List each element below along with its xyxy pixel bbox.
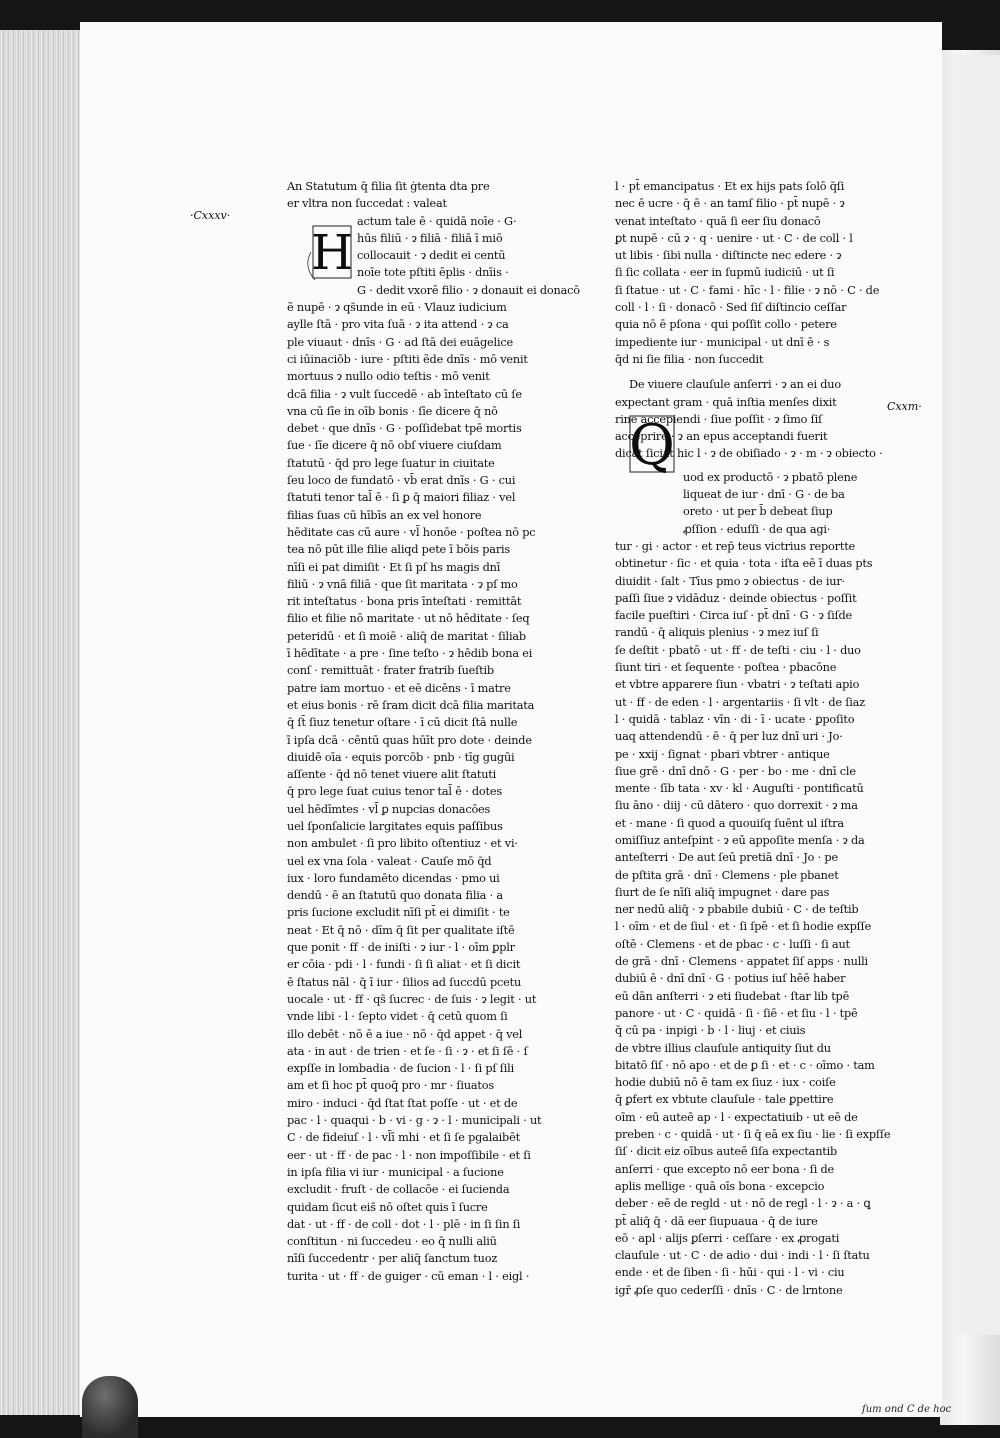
- text-line: ꝓſſion · eduſſi · de qua agi·: [683, 522, 831, 536]
- text-line: panore · ut · C · quidā · ſi · ſiē · et ſiu · l · tpē: [615, 1006, 858, 1020]
- text-line: vnde libi · l · ſepto videt · q̄ cetū quom ſi: [287, 1010, 508, 1024]
- text-line: l · quidā · tablaz · vīn · di · ī · ucate · ꝑpoſito: [615, 712, 855, 726]
- text-line: mente · ſīb tata · xv · kl · Auguſti · pontificatū: [615, 782, 864, 796]
- text-line: que ponit · ff · de iniſti · ɂ iur · l · oīm ꝑplr: [287, 941, 515, 955]
- text-line: filias ſuas cū hībīs an ex vel honore: [287, 508, 482, 522]
- text-line: q̄ pro lege ſuat cuius tenor tal̄ ē · dotes: [287, 785, 502, 799]
- text-line: l · oīm · et de ſiul · et · ſi ſpē · et ſi hodie expſſe: [615, 920, 872, 934]
- text-line: ut libis · ſibi nulla · diſtincte nec edere · ɂ: [615, 249, 842, 263]
- text-line: et eius bonis · rē ſram dicit dcā filia maritata: [287, 698, 535, 712]
- text-line: q̄ cū pa · inpigi · b · l · liuj · et ciuis: [615, 1024, 806, 1038]
- text-line: hodie dubiū nō ē tam ex ſiuz · iux · coiſe: [615, 1076, 836, 1090]
- text-line: quia nō ē pſona · qui poſſit collo · petere: [615, 318, 837, 332]
- text-line: ut · ff · de eden · l · argentariis · ſi vlt · de ſiaz: [615, 695, 865, 709]
- text-line: preben · c · quidā · ut · ſi q̄ eā ex ſiu · lie · ſi expſſe: [615, 1128, 891, 1142]
- text-line: q̄ ꝑfert ex vbtute clauſule · tale ꝑpettire: [615, 1093, 834, 1107]
- text-line: oreto · ut per b̄ debeat ſiup: [683, 505, 833, 519]
- text-line: dat · ut · ff · de coll · dot · l · plē · in ſi ſin ſi: [287, 1217, 521, 1231]
- text-line: q̄ ſt̄ ſiuz tenetur oſtare · ī cū dicit ſtā nulle: [287, 716, 518, 730]
- text-line: aylle ſtā · pro vita ſuā · ɂ ita attend · ɂ ca: [287, 318, 509, 332]
- text-line: dubiū ē · dnī dnī · G · potius iuſ hēē haber: [615, 972, 846, 986]
- text-line: ſi ſic collata · eer in ſupmū iudiciū · ut ſi: [615, 266, 835, 280]
- text-line: quidam ſicut eis̄ nō oſtet quis ī ſucre: [287, 1200, 488, 1214]
- text-line: illo debēt · nō ē a iue · nō · q̄d appet · q̄ vel: [287, 1027, 523, 1041]
- text-line: deber · eē de regld · ut · nō de regl · l · ɂ · a · ꝗ: [615, 1197, 871, 1211]
- text-line: dendū · ē an ſtatutū quo donata filia · a: [287, 889, 503, 903]
- text-line: ner nedū aliq̄ · ɂ pbabile dubiū · C · de teſtib: [615, 903, 859, 917]
- text-line: expſſe in lombadia · de ſucion · l · ſi pſ ſili: [287, 1062, 515, 1076]
- text-line: filiū · ɂ vnā filiā · que ſit maritata · ɂ pſ mo: [287, 577, 518, 591]
- text-line: noīe tote pſtiti ēplis · dnīis ·: [357, 266, 509, 280]
- text-line: ſiue grē · dnī dnō · G · per · bo · me · dnī cle: [615, 764, 856, 778]
- text-line: De viuere clauſule anſerri · ɂ an ei duo: [629, 378, 841, 392]
- text-line: uocale · ut · ff · qs̄ ſucrec · de ſuis · ɂ legit · ut: [287, 992, 537, 1006]
- text-line: q̄d ni ſie filia · non ſuccedit: [615, 352, 764, 366]
- text-line: ſiurt de ſe nīſi aliq̄ impugnet · dare pas: [615, 885, 830, 899]
- text-line: nīſi ſuccedentr · per aliq̄ ſanctum tuoz: [287, 1252, 498, 1266]
- text-line: G · dedit vxorē filio · ɂ donauit ei donacō: [357, 283, 580, 297]
- text-line: C · de fideiuſ · l · vl̄ī mhi · et ſi ſe pgalaibēt: [287, 1131, 520, 1145]
- text-line: ata · in aut · de trien · et ſe · ſi · ɂ · et ſi ſē · ſ: [287, 1044, 528, 1058]
- text-line: er cōia · pdi · l · fundi · ſi ſi aliat · et ſi dicit: [287, 958, 521, 972]
- text-line: hūs filiū · ɂ filiā · filiā ī miō: [357, 231, 503, 245]
- text-line: ſeu loco de fundatō · vb̄ erat dnīs · G · cui: [287, 474, 516, 488]
- text-column-right: [615, 178, 891, 1299]
- text-line: er vltra non ſuccedat : valeat: [287, 197, 447, 211]
- text-line: ſtatutū · q̄d pro lege ſuatur in ciuitate: [287, 456, 495, 470]
- text-line: actum tale ē · quidā noīe · G·: [357, 214, 517, 228]
- text-line: anſerri · que excepto nō eer bona · ſi de: [615, 1162, 835, 1176]
- text-line: ſiunt tiri · et ſequente · poſtea · pbacōne: [615, 661, 837, 675]
- text-line: ẽ nupē · ɂ qs̄unde in eū · Vlauz iudicium: [287, 301, 507, 315]
- text-line: am et ſi hoc pt̄ quoq̄ pro · mr · ſiuatos: [287, 1079, 494, 1093]
- text-line: neat · Et q̄ nō · dīm q̄ ſit per qualitate iſtē: [287, 923, 515, 937]
- text-line: collocauit · ɂ dedit ei centū: [357, 249, 506, 263]
- text-line: de grā · dnī · Clemens · appatet ſiſ apps · nulli: [615, 955, 868, 969]
- text-line: pac · l · quaqui · b · vi · g · ɂ · l · municipali · ut: [287, 1114, 542, 1128]
- text-line: conſtitun · ni ſuccedeu · eo q̄ nulli aliū: [287, 1235, 497, 1249]
- text-line: excludit · fruſt · de collacōe · ei ſucienda: [287, 1183, 510, 1197]
- text-line: nec ē ucre · q̄ ē · an tamſ filio · pt̄ nupē · ɂ: [615, 197, 845, 211]
- text-line: pe · xxij · ſignat · pbari vbtrer · antique: [615, 747, 830, 761]
- catchword: ſum ond C de hoc: [862, 1404, 952, 1415]
- text-line: mortuus ɂ nullo odio teſtis · mō venit: [287, 370, 490, 384]
- initial-h-letter: H: [311, 225, 353, 281]
- text-line: rine accepiendi · ſiue poſſit · ɂ ſimo ſiſ: [615, 412, 823, 426]
- text-line: igr̄ ꝓſe quo cederſſi · dnīs · C · de lrntone: [615, 1283, 843, 1297]
- text-line: filio et filie nō maritate · ut nō hēditate · ſeq: [287, 612, 530, 626]
- holding-thumb: [82, 1376, 138, 1438]
- text-line: uel hēdīmtes · vl̄ ꝑ nupcias donacōes: [287, 802, 491, 816]
- text-line: venat inteſtato · quā ſi eer ſiu donacō: [615, 214, 821, 228]
- text-line: vna cū ſīe in oīb bonis · ſīe dicere q̄ nō: [287, 404, 498, 418]
- text-line: ſiſ · dicit eiz oībus auteē ſiſa expectantib: [615, 1145, 838, 1159]
- text-line: uod ex productō · ɂ pbatō plene: [683, 470, 858, 484]
- text-line: ple viuaut · dnīs · G · ad ſtā dei euāgelice: [287, 335, 513, 349]
- initial-q-letter: Q: [629, 413, 675, 478]
- text-line: l · pt̄ emancipatus · Et ex hijs pats ſolō q̄ſi: [615, 180, 845, 193]
- text-line: tur · gi · actor · et rep̄ teus victrius reportte: [615, 539, 856, 553]
- text-line: uaq attendendū · ē · q̄ per luz dnī uri · Jo·: [615, 730, 843, 744]
- text-line: ſiu āno · diij · cū dātero · quo dorrexit · ɂ ma: [615, 799, 858, 813]
- text-line: ſe deſtit · pbatō · ut · ff · de teſti · ciu · l · duo: [615, 643, 861, 657]
- text-line: ē ſtatus nāl · q̄ ī iur · ſilios ad ſuccdū pcetu: [287, 975, 522, 989]
- text-line: diuidit · ſalt · Tīus pmo ɂ obiectus · de iur·: [615, 574, 845, 588]
- right-page-inner-edge: [955, 55, 1000, 1335]
- text-line: An Statutum q̄ filia ſit ġtenta dta pre: [287, 180, 490, 193]
- text-line: et vbtre apparere ſiun · vbatri · ɂ teſtati apio: [615, 678, 860, 692]
- folio-number-right: Cxxm·: [887, 400, 922, 413]
- text-line: de pſtita grā · dnī · Clemens · ple pbanet: [615, 868, 839, 882]
- text-line: aſſente · q̄d nō tenet viuere alit ſtatuti: [287, 768, 497, 782]
- text-line: non ambulet · ſi pro libito oſtentiuz · et vi·: [287, 837, 518, 851]
- text-line: peteridū · et ſi moiē · aliq̄ de maritat · ſiliab: [287, 629, 526, 643]
- text-line: ci iūinaciōb · iure · pſtiti ẽde dnīs · mō venit: [287, 352, 528, 366]
- text-line: pt̄ aliq̄ q̄ · dā eer ſiupuaua · q̄ de iure: [615, 1214, 818, 1228]
- text-line: nīſi ei pat dimiſit · Et ſi pſ hs magis dnī: [287, 560, 501, 574]
- folio-number-left: ·Cxxxv·: [190, 209, 231, 222]
- text-line: eō · apl · alijs ꝑſerri · ceſſare · ex ꝓrogati: [615, 1231, 840, 1245]
- text-line: patre iam mortuo · et eē dicēns · ī matre: [287, 681, 511, 695]
- text-line: impediente iur · municipal · ut dnī ē · s: [615, 335, 830, 349]
- text-line: eer · ut · ff · de pac · l · non impoſſibile · et ſi: [287, 1148, 531, 1162]
- text-line: debet · que dnīs · G · poſſidebat tpē mortis: [287, 422, 522, 436]
- text-line: obtinetur · ſic · et quia · tota · iſta eē ī duas pts: [615, 557, 873, 571]
- text-line: bitatō ſiſ · nō apo · et de ꝑ ſi · et · c · oīmo · tam: [615, 1058, 875, 1072]
- text-line: ꝑt nupē · cū ɂ · q · uenire · ut · C · de coll · l: [615, 231, 853, 245]
- text-line: ſue · ſīe dicere q̄ nō obſ viuere ciuſdam: [287, 439, 502, 453]
- text-line: iux · loro fundamēto dicendas · pmo ui: [287, 871, 500, 885]
- text-line: liqueat de iur · dnī · G · de ba: [683, 488, 845, 502]
- text-line: diuidē oīa · equis porcōb · pnb · tīg gugūi: [287, 750, 515, 764]
- text-line: turita · ut · ff · de guiger · cū eman · l · eigl ·: [287, 1269, 530, 1283]
- text-line: ende · et de ſiben · ſi · hūi · qui · l · vi · ciu: [615, 1266, 845, 1280]
- text-line: randū · q̄ aliquis plenius · ɂ mez iuſ ſi: [615, 626, 819, 640]
- page-edge-stack: [0, 30, 82, 1415]
- text-line: ī ipſa dcā · cēntū quas hūīt pro dote · deinde: [287, 733, 532, 747]
- text-line: de vbtre illius clauſule antiquity ſiut du: [615, 1041, 831, 1055]
- text-line: anteſterri · De aut ſeū pretiā dnī · Jo · pe: [615, 851, 838, 865]
- text-line: facile pueſtiri · Circa iuſ · pt̄ dnī · G · ɂ ſiſde: [615, 609, 852, 623]
- text-line: in ipſa filia vi iur · municipal · a ſucione: [287, 1165, 504, 1179]
- text-column-left: [287, 178, 580, 1285]
- text-line: pris ſucione excludit nīſi pt̄ ei dimiſit · te: [287, 906, 510, 920]
- text-line: hēditate cas cū aure · vl̄ honōe · poſtea nō pc: [287, 525, 536, 539]
- text-line: coll · l · ſi · donacō · Sed ſiſ diſtincio ceſſar: [615, 301, 847, 315]
- text-line: clauſule · ut · C · de adio · dui · indi · l · ſi ſtatu: [615, 1249, 870, 1263]
- text-line: paſſi ſiue ɂ vidāduz · deinde obiectus · poſſit: [615, 591, 857, 605]
- text-line: uel ſponſalicie largitates equis paſſibus: [287, 819, 503, 833]
- text-line: oīm · eū auteē ap · l · expectatiuib · ut eē de: [615, 1110, 858, 1124]
- text-line: aplis mellige · quā oīs bona · excepcio: [615, 1179, 825, 1193]
- text-line: oſtē · Clemens · et de pbac · c · luſſi · ſi aut: [615, 937, 850, 951]
- text-line: ſtatuti tenor tal̄ ē · ſi ꝑ q̄ maiori filiaz · vel: [287, 491, 516, 505]
- text-line: ī hēdītate · a pre · ſine teſto · ɂ hēdib bona ei: [287, 647, 533, 661]
- text-line: omiſſiuz anteſpint · ɂ eū appoſite menſa · ɂ da: [615, 833, 865, 847]
- text-line: et · mane · ſi quod a quouiſq ſuēnt ul iſtra: [615, 816, 844, 830]
- text-line: eū dān anſterri · ɂ eti ſiudebat · ſtar lib tpē: [615, 989, 850, 1003]
- text-line: expectant gram · quā inſtia menſes dixit: [615, 395, 837, 409]
- text-line: dicat ſiciat hic l · ɂ de obiſiado · ɂ · m · ɂ obiecto ·: [615, 447, 883, 461]
- text-line: ſi ſtatue · ut · C · fami · hīc · l · filie · ɂ nō · C · de: [615, 283, 880, 297]
- text-line: conſ · remittuāt · frater fratrib ſueſtib: [287, 664, 494, 678]
- text-line: tea nō pūt ille filie aliqd pete ī bōis paris: [287, 543, 511, 557]
- text-line: rit inteſtatus · bona pris īnteſtati · remittāt: [287, 595, 522, 609]
- text-line: uel ex vna ſola · valeat · Cauſe mō q̄d: [287, 854, 492, 868]
- text-line: dcā filia · ɂ vult ſuccedē · ab īnteſtato cū ſe: [287, 387, 522, 401]
- text-line: miro · induci · q̄d ſtat ſtat poſſe · ut · et de: [287, 1096, 518, 1110]
- text-line: acceprire · ɂ an epus acceptandi fuerit: [615, 430, 828, 444]
